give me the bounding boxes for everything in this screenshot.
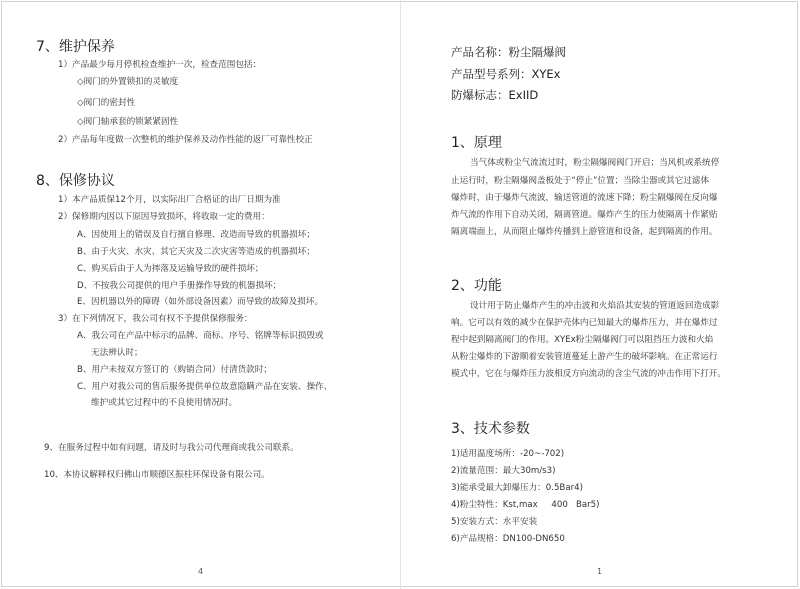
sec8-item-3-a-line1: A、我公司在产品中标示的品牌、商标、序号、铭牌等标识损毁或 [77, 331, 324, 341]
sec1-line-3: 爆炸时，由于爆炸气流波，输送管道的流速下降；粉尘隔爆阀在反向爆 [451, 193, 718, 203]
sec2-line-5: 模式中，它在与爆炸压力波相反方向流动的含尘气流的冲击作用下打开。 [451, 369, 727, 379]
section-7-title: 7、维护保养 [36, 39, 115, 55]
sec8-item-2-c: C、购买后由于人为摔落及运输导致的硬件损坏； [77, 264, 264, 274]
sec1-line-2: 止运行时，粉尘隔爆阀盖板处于“停止”位置；当除尘器或其它过滤体 [451, 176, 710, 186]
sec7-item-2: 2）产品每年度做一次整机的维护保养及动作性能的返厂可靠性校正 [58, 135, 313, 145]
sec2-line-2: 响。它可以有效的减少在保护壳体内已知最大的爆炸压力，并在爆炸过 [451, 318, 718, 328]
sec1-line-5: 隔离端面上，从而阻止爆炸传播到上游管道和设备，起到隔离的作用。 [451, 227, 718, 237]
sec8-item-2-a: A、因使用上的错误及自行擅自修理、改造而导致的机器损坏； [77, 230, 315, 240]
sec8-item-2: 2）保修期内因以下原因导致损坏，将收取一定的费用： [58, 212, 270, 222]
item-10: 10、本协议解释权归佛山市顺德区振柱环保设备有限公司。 [44, 470, 270, 480]
page-divider [400, 0, 401, 589]
sec8-item-1: 1）本产品质保12个月，以实际出厂合格证的出厂日期为准 [58, 195, 281, 205]
param-1: 1)适用温度场所：-20~-702) [451, 449, 565, 459]
sec7-sub-2: ◇阀门的密封性 [77, 98, 136, 108]
sec7-sub-3: ◇阀门轴承套的锁紧紧固性 [77, 117, 179, 127]
left-page-number: 4 [198, 567, 204, 576]
sec8-item-3-a-line2: 无法辨认时； [91, 348, 143, 358]
param-3: 3)能承受最大卸爆压力：0.5Bar4) [451, 483, 583, 493]
sec7-sub-1: ◇阀门的外置锁扣的灵敏度 [77, 77, 179, 87]
sec8-item-3: 3）在下列情况下，我公司有权不予提供保修服务： [58, 314, 253, 324]
sec7-item-1: 1）产品最少每月停机检查维护一次，检查范围包括： [58, 60, 262, 70]
sec8-item-2-b: B、由于火灾、水灾、其它天灾及二次灾害等造成的机器损坏； [77, 247, 315, 257]
section-2-title: 2、功能 [451, 278, 502, 294]
item-9: 9、在服务过程中如有问题，请及时与我公司代理商或我公司联系。 [44, 443, 299, 453]
param-6: 6)产品规格：DN100-DN650 [451, 534, 565, 544]
product-name: 产品名称：粉尘隔爆阀 [451, 45, 566, 59]
sec8-item-2-d: D、不按我公司提供的用户手册操作导致的机器损坏； [77, 281, 282, 291]
sec8-item-2-e: E、因机器以外的障碍（如外部设备因素）而导致的故障及损坏。 [77, 297, 324, 307]
explosion-mark: 防爆标志：ExIID [451, 88, 539, 102]
sec1-line-1: 当气体或粉尘气流流过时，粉尘隔爆阀阀门开启；当风机或系统停 [470, 158, 720, 168]
sec2-line-3: 程中起到隔离阀门的作用。XYEx粉尘隔爆阀门可以阻挡压力波和火焰 [451, 335, 714, 345]
sec1-line-4: 炸气流的作用下自动关闭，隔离管道。爆炸产生的压力使隔离十作紧贴 [451, 210, 718, 220]
sec8-item-3-c-line2: 维护或其它过程中的不良使用情况时。 [91, 398, 238, 408]
param-5: 5)安装方式：水平安装 [451, 517, 538, 527]
right-page-number: 1 [597, 567, 603, 576]
sec8-item-3-b: B、用户未按双方签订的（购销合同）付清货款时； [77, 365, 272, 375]
sec2-line-4: 从粉尘爆炸的下游顺着安装管道蔓延上游产生的破坏影响。在正常运行 [451, 352, 718, 362]
sec2-line-1: 设计用于防止爆炸产生的冲击波和火焰沿其安装的管道返回造成影 [470, 301, 720, 311]
section-1-title: 1、原理 [451, 135, 502, 151]
product-model: 产品型号系列：XYEx [451, 67, 561, 81]
section-3-title: 3、技术参数 [451, 421, 530, 437]
param-2: 2)流量范围：最大30m/s3) [451, 466, 556, 476]
sec8-item-3-c-line1: C、用户对我公司的售后服务提供单位故意隐瞒产品在安装、操作、 [77, 382, 333, 392]
section-8-title: 8、保修协议 [36, 173, 115, 189]
param-4: 4)粉尘特性：Kst,max 400 Bar5) [451, 500, 600, 510]
